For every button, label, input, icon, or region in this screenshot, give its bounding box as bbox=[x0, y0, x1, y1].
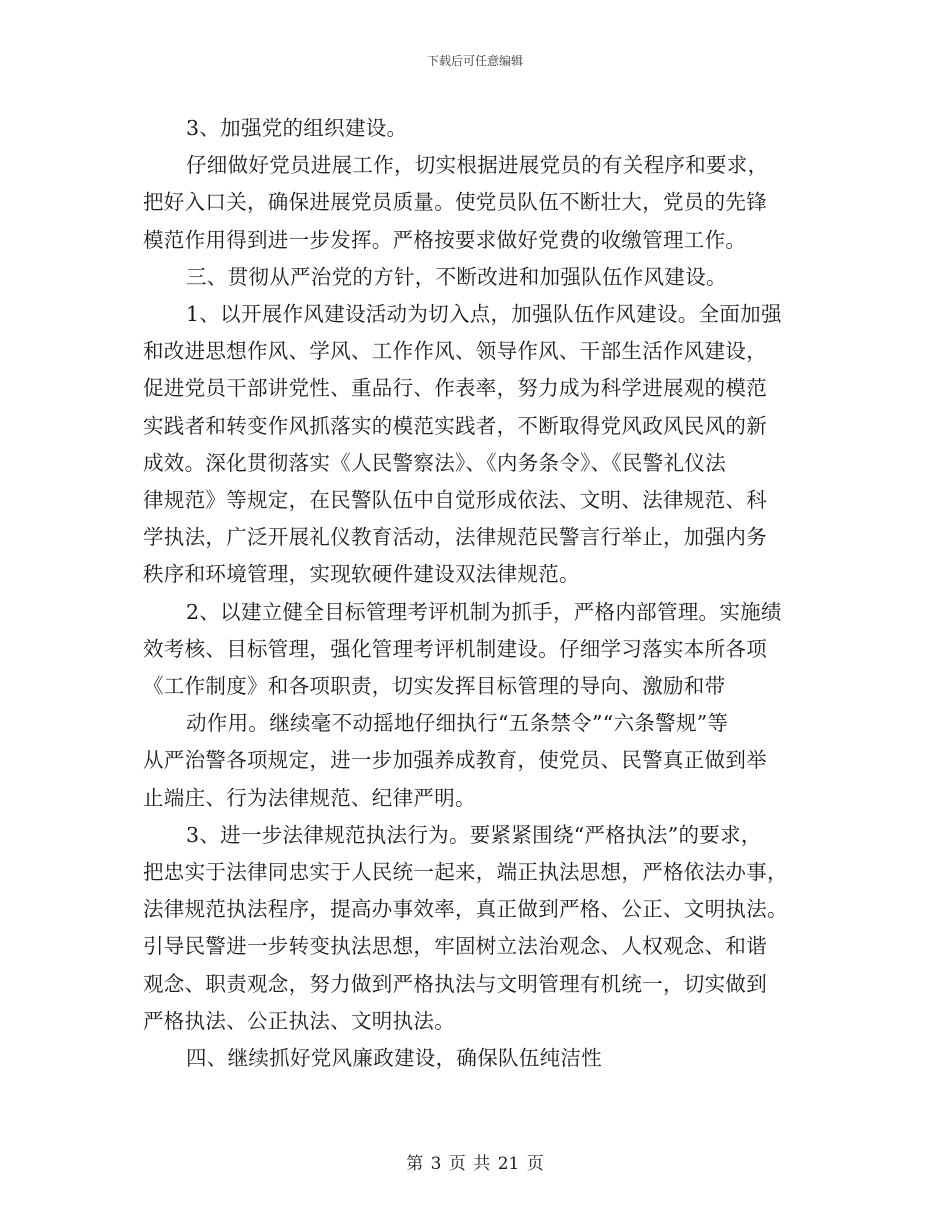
text-line: 2、以建立健全目标管理考评机制为抓手，严格内部管理。实施绩 bbox=[186, 599, 782, 624]
text-line: 1、以开展作风建设活动为切入点，加强队伍作风建设。全面加强 bbox=[186, 302, 782, 327]
text-line: 《工作制度》和各项职责，切实发挥目标管理的导向、激励和带 bbox=[143, 674, 726, 699]
text-line: 动作用。继续毫不动摇地仔细执行“五条禁令”“六条警规”等 bbox=[186, 711, 729, 736]
text-line: 学执法，广泛开展礼仪教育活动，法律规范民警言行举止，加强内务 bbox=[143, 525, 767, 550]
text-line: 模范作用得到进一步发挥。严格按要求做好党费的收缴管理工作。 bbox=[143, 227, 747, 252]
text-line: 止端庄、行为法律规范、纪律严明。 bbox=[143, 785, 476, 810]
text-line: 效考核、目标管理，强化管理考评机制建设。仔细学习落实本所各项 bbox=[143, 636, 767, 661]
page-header: 下载后可任意编辑 bbox=[426, 54, 523, 68]
text-line: 观念、职责观念，努力做到严格执法与文明管理有机统一，切实做到 bbox=[143, 971, 767, 996]
text-line: 仔细做好党员进展工作，切实根据进展党员的有关程序和要求， bbox=[186, 153, 769, 178]
text-line: 秩序和环境管理，实现软硬件建设双法律规范。 bbox=[143, 562, 580, 587]
text-line: 法律规范执法程序，提高办事效率，真正做到严格、公正、文明执法。 bbox=[143, 897, 788, 922]
text-line: 三、贯彻从严治党的方针，不断改进和加强队伍作风建设。 bbox=[186, 264, 727, 289]
text-line: 3、进一步法律规范执法行为。要紧紧围绕“严格执法”的要求， bbox=[186, 822, 762, 847]
body-text bbox=[143, 110, 808, 1077]
text-line: 四、继续抓好党风廉政建设，确保队伍纯洁性 bbox=[186, 1046, 602, 1071]
text-line: 和改进思想作风、学风、工作作风、领导作风、干部生活作风建设， bbox=[143, 339, 767, 364]
text-line: 把好入口关，确保进展党员质量。使党员队伍不断壮大，党员的先锋 bbox=[143, 190, 767, 215]
text-line: 促进党员干部讲党性、重品行、作表率，努力成为科学进展观的模范 bbox=[143, 376, 767, 401]
text-line: 实践者和转变作风抓落实的模范实践者，不断取得党风政风民风的新 bbox=[143, 413, 767, 438]
document-body bbox=[143, 110, 808, 1077]
text-line: 严格执法、公正执法、文明执法。 bbox=[143, 1008, 455, 1033]
text-line: 引导民警进一步转变执法思想，牢固树立法治观念、人权观念、和谐 bbox=[143, 934, 767, 959]
text-line: 把忠实于法律同忠实于人民统一起来，端正执法思想，严格依法办事， bbox=[143, 860, 788, 885]
text-line: 3、加强党的组织建设。 bbox=[186, 116, 408, 140]
text-line: 律规范》等规定，在民警队伍中自觉形成依法、文明、法律规范、科 bbox=[143, 488, 767, 513]
text-line: 从严治警各项规定，进一步加强养成教育，使党员、民警真正做到举 bbox=[143, 748, 767, 773]
page-number-footer: 第 3 页 共 21 页 bbox=[406, 1154, 544, 1174]
text-line: 成效。深化贯彻落实《人民警察法》、《内务条令》、《民警礼仪法 bbox=[143, 450, 726, 475]
